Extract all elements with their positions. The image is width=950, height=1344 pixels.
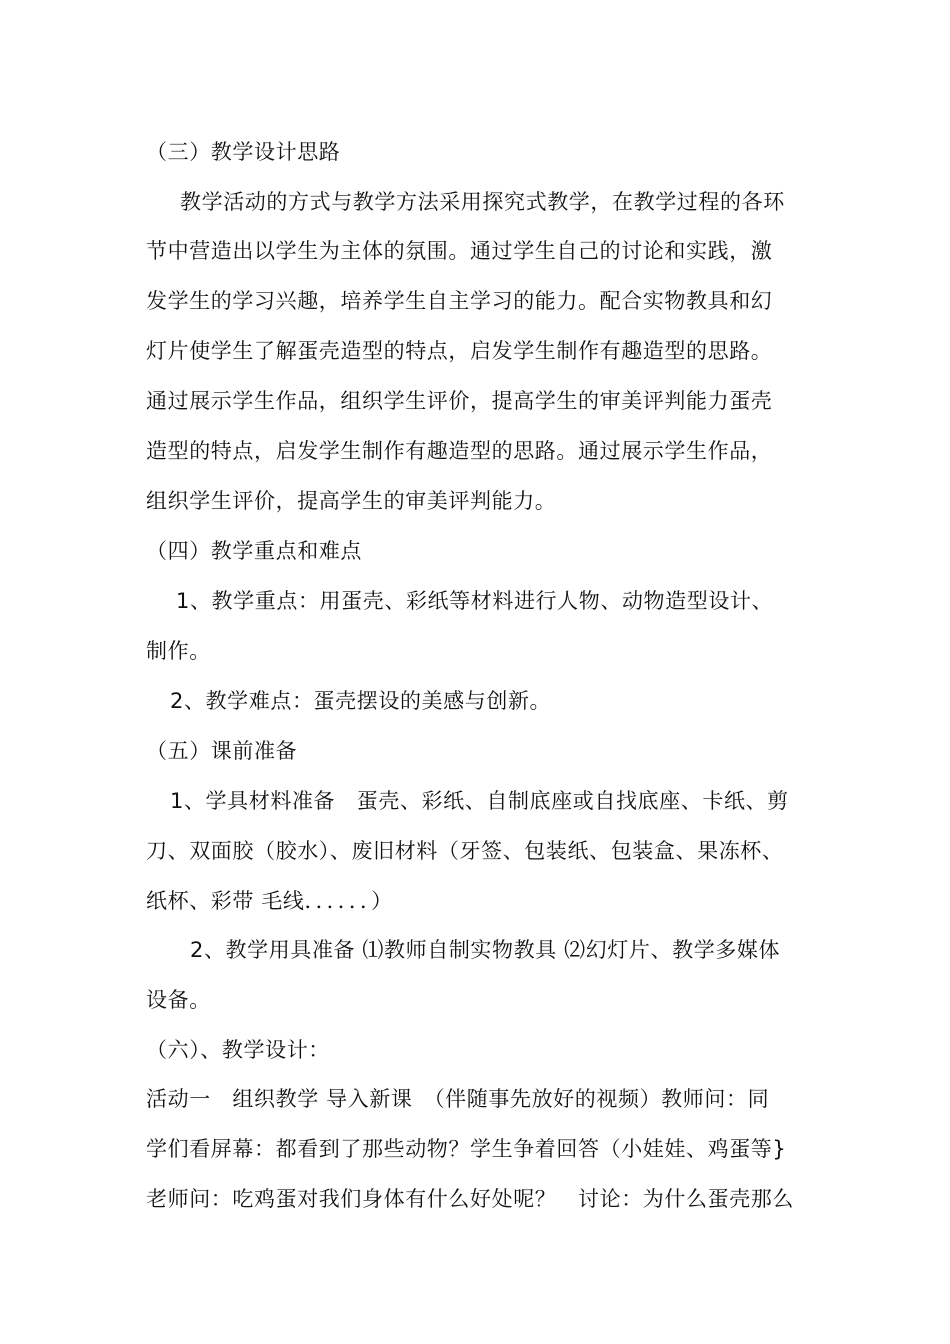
paragraph-line: 设备。 [146,988,211,1012]
list-item-difficulty: 2、教学难点：蛋壳摆设的美感与创新。 [170,689,552,713]
section-heading-4: （四）教学重点和难点 [146,539,362,563]
list-item-teaching-tools: 2、教学用具准备 ⑴教师自制实物教具 ⑵幻灯片、教学多媒体 [190,938,781,962]
section-heading-6: （六）、教学设计： [146,1038,330,1062]
paragraph-line: 通过展示学生作品，组织学生评价，提高学生的审美评判能力蛋壳 [146,389,773,413]
list-item-student-materials: 1、学具材料准备 蛋壳、彩纸、自制底座或自找底座、卡纸、剪 [170,789,789,813]
paragraph-line: 老师问：吃鸡蛋对我们身体有什么好处呢？ 讨论：为什么蛋壳那么 [146,1187,794,1211]
paragraph-line: 制作。 [146,639,211,663]
paragraph-line: 教学活动的方式与教学方法采用探究式教学，在教学过程的各环 [180,190,785,214]
paragraph-line: 学们看屏幕：都看到了那些动物？学生争着回答（小娃娃、鸡蛋等} [146,1137,787,1161]
paragraph-line: 灯片使学生了解蛋壳造型的特点，启发学生制作有趣造型的思路。 [146,339,773,363]
paragraph-line: 活动一 组织教学 导入新课 （伴随事先放好的视频）教师问：同 [146,1087,770,1111]
section-heading-5: （五）课前准备 [146,739,298,763]
paragraph-line: 纸杯、彩带 毛线．．．．．．） [146,889,393,913]
paragraph-line: 组织学生评价，提高学生的审美评判能力。 [146,489,557,513]
paragraph-line: 造型的特点，启发学生制作有趣造型的思路。通过展示学生作品， [146,439,773,463]
paragraph-line: 发学生的学习兴趣，培养学生自主学习的能力。配合实物教具和幻 [146,289,773,313]
section-heading-3: （三）教学设计思路 [146,140,341,164]
paragraph-line: 节中营造出以学生为主体的氛围。通过学生自己的讨论和实践，激 [146,239,773,263]
paragraph-line: 刀、双面胶（胶水）、废旧材料（牙签、包装纸、包装盒、果冻杯、 [146,839,784,863]
list-item-key-point: 1、教学重点：用蛋壳、彩纸等材料进行人物、动物造型设计、 [176,589,774,613]
